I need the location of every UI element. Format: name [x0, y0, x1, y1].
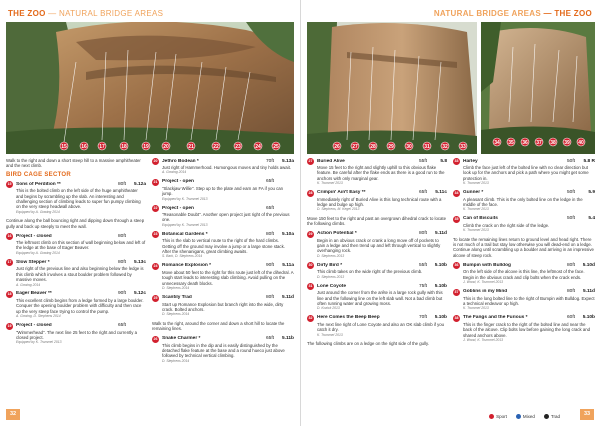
- route-description: This is the long bolted line to the right of Bumpin with Bulldog. Expect a technical endeavor up high.: [463, 295, 595, 306]
- route-grade: 5.13c: [133, 259, 146, 265]
- svg-text:39: 39: [564, 139, 570, 146]
- route-length: 75ft: [418, 283, 427, 289]
- amphitheater-photo-image: [6, 22, 294, 154]
- right-header-sub: — THE ZOO: [541, 9, 592, 18]
- route-length: 55ft: [418, 158, 427, 164]
- route-entry: [152, 231, 294, 259]
- route-list: [6, 233, 146, 345]
- route-number-badge: 21: [153, 179, 158, 184]
- route-number-badge: 27: [308, 159, 313, 163]
- route-number-badge: 28: [308, 190, 313, 195]
- route-first-ascent: Equipped by A. Gowing 2014: [16, 250, 60, 255]
- mixed-dot-icon: [516, 414, 521, 419]
- route-description: Climb the crack on the right side of the ledge.: [463, 222, 550, 228]
- svg-text:27: 27: [352, 143, 358, 150]
- route-description: On the left side of the alcove is this line, the leftmost of the face. Begin in the obvious crack and clip bolts when the crack ends.: [463, 269, 585, 280]
- route-number-badge: 37: [454, 289, 459, 294]
- route-header: [152, 179, 294, 186]
- svg-text:31: 31: [424, 143, 430, 150]
- svg-text:29: 29: [388, 143, 394, 150]
- route-marker: [60, 142, 68, 150]
- route-marker: [142, 142, 150, 150]
- sport-dot-icon: [489, 414, 494, 419]
- amphitheater-photo: [6, 22, 294, 154]
- route-number-badge: 20: [153, 159, 158, 163]
- route-description: The leftmost climb on this section of wall beginning below and left of the ledge at the base of Eager Beaver.: [16, 240, 146, 251]
- route-name: Action Potential *: [317, 231, 357, 237]
- route-grade: 5.11b: [281, 336, 294, 342]
- route-header: [307, 158, 447, 165]
- route-name: Gunner *: [463, 190, 484, 196]
- route-length: 80ft: [265, 295, 274, 300]
- route-grade: 5.13a: [281, 158, 294, 164]
- route-grade: 5.11a: [282, 263, 294, 269]
- route-description: Just around the corner from the arête is a large rock gully with this line and the following line on the left slab wall. Not a bad climb but often running water and growing moss.: [317, 290, 443, 306]
- route-header: [453, 216, 595, 223]
- route-header: [152, 231, 294, 238]
- route-first-ascent: K. Trummel 2013: [317, 332, 343, 337]
- route-header: [307, 262, 447, 269]
- route-marker: [254, 142, 262, 150]
- route-first-ascent: D. Stephens 2014: [162, 358, 190, 363]
- route-grade: 5.11d: [434, 231, 447, 237]
- route-list: [307, 231, 447, 337]
- route-description: This is the slab to vertical route to the right of the hard climbs. Getting off the ground may involve a jump or a large stone stack. After the shenanigans, great climbing awaits.: [162, 238, 285, 255]
- route-grade: 5.9: [588, 190, 595, 196]
- route-number-badge: 15: [7, 182, 12, 187]
- route-entry: [152, 295, 294, 317]
- svg-text:20: 20: [163, 143, 169, 150]
- route-number-badge: 25: [153, 295, 158, 300]
- svg-text:18: 18: [121, 143, 127, 150]
- route-name: Botanical Gardens *: [162, 231, 208, 237]
- route-marker: [577, 138, 585, 146]
- route-grade: 5.10d: [582, 262, 595, 268]
- route-name: Project - open: [162, 179, 194, 185]
- route-name: Romance Explosion *: [162, 263, 212, 269]
- route-number-badge: 34: [454, 190, 459, 195]
- route-name: Buried Alive: [317, 158, 345, 164]
- route-description: Move 15 feet to the right and slightly uphill to this obvious flake feature. Be careful after the flake ends as there is a good run to the anchors with only marginal gear.: [317, 165, 445, 181]
- left-column-2: [152, 158, 294, 367]
- page-number: 33: [580, 409, 594, 420]
- route-entry: [6, 323, 146, 345]
- svg-text:22: 22: [213, 143, 219, 150]
- wall-photo-left: [307, 22, 477, 154]
- route-entry: [152, 179, 294, 201]
- route-length: 50ft: [566, 216, 575, 222]
- route-first-ascent: K. Trummel 2013: [463, 306, 489, 311]
- route-description: This climb takes on the wide right of the previous climb.: [317, 269, 423, 275]
- route-grade: 5.12c: [133, 291, 146, 297]
- route-header: [6, 233, 146, 240]
- route-marker: [405, 142, 413, 150]
- route-length: 90ft: [265, 263, 274, 269]
- route-length: 50ft: [566, 158, 575, 164]
- route-grade: 5.10b: [434, 262, 447, 268]
- svg-text:40: 40: [578, 139, 584, 146]
- svg-text:26: 26: [334, 143, 340, 150]
- approach-text: Walk to the right, around the corner and down a short hill to locate the remaining lines.: [152, 320, 285, 332]
- route-header: [307, 283, 447, 290]
- route-marker: [535, 138, 543, 146]
- route-grade: 5.10b: [582, 315, 595, 321]
- route-length: 55ft: [418, 262, 427, 268]
- route-first-ascent: K. Trummel 2013: [463, 228, 489, 233]
- right-page: [300, 0, 600, 426]
- svg-text:21: 21: [188, 143, 194, 150]
- route-entry: [152, 205, 294, 227]
- route-name: Slow Stepper *: [16, 259, 50, 265]
- route-description: "Wimmerhead". The next line 25 feet to the right and currently a closed project.: [16, 329, 137, 340]
- route-name: Crimpin' Ain't Easy **: [317, 190, 366, 196]
- route-number-badge: 22: [153, 206, 158, 211]
- route-number-badge: 38: [454, 315, 459, 320]
- svg-text:17: 17: [99, 143, 105, 150]
- route-marker: [387, 142, 395, 150]
- left-header-sub: — NATURAL BRIDGE AREAS: [45, 9, 164, 18]
- route-header: [152, 158, 294, 165]
- route-description: "Slackjaw Willie". Step up to the plate and earn an FA if you can jump.: [162, 185, 284, 197]
- route-marker: [441, 142, 449, 150]
- route-marker: [549, 138, 557, 146]
- route-entry: [307, 262, 447, 279]
- route-number-badge: 29: [308, 231, 313, 236]
- route-name: The Fangs and the Furious *: [463, 315, 528, 321]
- route-entry: [6, 259, 146, 287]
- route-entry: [152, 158, 294, 175]
- route-name: Snake Charmer *: [162, 336, 201, 342]
- route-length: 80ft: [566, 289, 575, 294]
- route-description: "Reasonable Doubt". Another open project just right of the previous one.: [162, 212, 290, 223]
- route-first-ascent: J. Wood, K. Trummel 2013: [463, 280, 504, 285]
- route-name: Harley: [463, 158, 478, 164]
- legend-trad: [544, 414, 560, 419]
- route-entry: [453, 190, 595, 212]
- route-marker: [423, 142, 431, 150]
- route-header: [453, 190, 595, 197]
- route-entry: [6, 233, 146, 255]
- route-name: Project - closed: [16, 233, 52, 239]
- route-description: Climb the face just left of the bolted line with no clear direction but look up for the anchors and pick a path where you might get some protection in.: [463, 165, 589, 181]
- route-number-badge: 23: [153, 232, 158, 237]
- route-entry: [307, 158, 447, 186]
- route-marker: [187, 142, 195, 150]
- intro-text: Walk to the right and down a short steep hill to a massive amphitheater and the next climb.: [6, 158, 141, 169]
- route-description: The next line right of Lone Coyote and also an OK slab climb if you catch it dry.: [317, 321, 445, 333]
- route-marker: [521, 138, 529, 146]
- route-grade: 5.11c: [435, 190, 447, 196]
- legend-mixed: [516, 414, 535, 419]
- route-name: Bumpin with Bulldog: [463, 262, 511, 268]
- route-first-ascent: D. Kozick 2013: [317, 306, 340, 311]
- route-length: 65ft: [418, 190, 427, 196]
- route-length: 70ft: [265, 158, 274, 164]
- svg-text:28: 28: [370, 143, 376, 150]
- route-first-ascent: D. Stephens 2013: [317, 274, 345, 279]
- svg-text:33: 33: [460, 143, 466, 150]
- route-marker: [162, 142, 170, 150]
- route-description: Just right of Hammerhood. Humongous moves and tiny holds await.: [162, 165, 291, 170]
- route-header: [6, 291, 146, 298]
- route-first-ascent: Equipped by K. Trummel 2013: [16, 340, 62, 345]
- route-entry: [6, 181, 146, 214]
- route-marker: [507, 138, 515, 146]
- legend-sport-label: Sport: [496, 413, 507, 419]
- svg-text:24: 24: [255, 143, 261, 150]
- route-length: 70ft: [418, 315, 427, 321]
- route-entry: [307, 231, 447, 259]
- route-marker: [272, 142, 280, 150]
- route-style-legend: [489, 414, 560, 419]
- approach-text: To locate the remaining lines return to ground level and head right. There is not much of a trail but stay low otherwise you will dead-end on a ledge. Continue along until scrambling up a boulder and arriving in an impressive alcove of steep rock.: [453, 236, 594, 258]
- approach-text: Continue along the ball bouncing right and dipping down through a steep gully and back up steeply to meet the wall.: [6, 218, 145, 229]
- route-name: Here Comes the Beep Beep: [317, 315, 380, 321]
- left-page-header: [8, 9, 163, 18]
- route-first-ascent: K. Trummel 2013: [463, 207, 489, 212]
- route-list: [6, 181, 146, 214]
- route-name: Sons of Perdition **: [16, 181, 61, 187]
- route-header: [152, 295, 294, 302]
- route-header: [307, 315, 447, 322]
- route-marker: [234, 142, 242, 150]
- route-length: 65ft: [265, 336, 274, 342]
- route-list: [453, 262, 595, 342]
- route-grade: 5.8: [440, 158, 447, 164]
- svg-text:25: 25: [273, 143, 279, 150]
- route-number-badge: 17: [7, 260, 12, 265]
- route-length: 50ft: [566, 190, 575, 196]
- route-name: Can of Biscuits: [463, 216, 498, 222]
- route-length: 65ft: [265, 205, 274, 211]
- route-first-ascent: A. Gowing, D. Stephens 2014: [16, 314, 61, 319]
- route-length: 80ft: [418, 231, 427, 237]
- route-marker: [369, 142, 377, 150]
- route-marker: [98, 142, 106, 150]
- route-list: [152, 158, 294, 317]
- route-description: A pleasant climb. This is the only bolted line on the ledge in the middle of the face.: [463, 196, 583, 208]
- route-number-badge: 26: [153, 336, 158, 341]
- route-header: [453, 289, 595, 296]
- route-first-ascent: Equipped by A. Gowing 2014: [16, 209, 60, 214]
- route-number-badge: 35: [454, 216, 459, 221]
- route-marker: [120, 142, 128, 150]
- left-header-main: THE ZOO: [8, 9, 46, 18]
- route-first-ascent: K. Trummel 2013: [317, 181, 343, 186]
- route-entry: [453, 216, 595, 233]
- route-first-ascent: D. Stephens 2014: [162, 286, 190, 291]
- route-first-ascent: A. Gowing 2014: [16, 282, 41, 287]
- route-description: This climb begins in the dip and is easily distinguished by the detached flake feature at the base and a round hueco just above followed by technical vertical climbing.: [162, 342, 285, 359]
- right-column-2: [453, 158, 595, 346]
- right-page-header: [434, 9, 592, 18]
- route-entry: [152, 336, 294, 364]
- route-description: This is the bolted climb on the left side of the huge amphitheater and begins by scrambling up the slab. An interesting and challenging section of climbing leads to super fun pumpy climbing on the very steep headwall above.: [16, 188, 141, 210]
- route-length: 60ft: [566, 315, 575, 321]
- route-header: [6, 259, 146, 266]
- svg-text:23: 23: [235, 143, 241, 150]
- route-length: 65ft: [265, 179, 274, 185]
- route-grade: 5.4: [588, 216, 595, 222]
- route-entry: [453, 158, 595, 186]
- route-grade: 5.11d: [281, 295, 294, 300]
- route-header: [152, 205, 294, 212]
- route-first-ascent: J. Wood, K. Trummel 2013: [463, 337, 504, 342]
- route-number-badge: 16: [7, 234, 12, 239]
- route-entry: [307, 190, 447, 212]
- route-marker: [351, 142, 359, 150]
- route-first-ascent: K. Trummel 2013: [463, 181, 489, 186]
- route-first-ascent: A. Gowing 2014: [162, 170, 187, 175]
- route-entry: [453, 289, 595, 311]
- svg-text:34: 34: [494, 139, 500, 146]
- approach-text: Move 150 feet to the right and past an overgrown dihedral crack to locate the following climbs.: [307, 215, 447, 227]
- route-first-ascent: D. Stephens, M. Kegel 2013: [317, 207, 360, 212]
- route-marker: [80, 142, 88, 150]
- left-column-1: [6, 158, 146, 349]
- route-marker: [333, 142, 341, 150]
- route-grade: 5.10b: [434, 315, 447, 321]
- route-length: 80ft: [117, 181, 126, 187]
- route-grade: 5.12a: [133, 181, 146, 187]
- route-length: 65ft: [117, 323, 126, 329]
- route-length: 80ft: [117, 259, 126, 265]
- right-header-main: NATURAL BRIDGE AREAS: [433, 9, 541, 18]
- route-length: 80ft: [265, 231, 274, 237]
- route-number-badge: 36: [454, 263, 459, 268]
- route-first-ascent: Equipped by K. Trummel 2013: [162, 196, 208, 201]
- route-description: Move about 50 feet to the right for this route just left of the dihedral. A tough start leads to interesting slab climbing. Avoid pulling on the unnecessary death blocks.: [162, 269, 294, 286]
- route-header: [453, 158, 595, 165]
- route-entry: [453, 262, 595, 284]
- route-header: [152, 263, 294, 270]
- route-description: Begin in an obvious crack or crank a long move off of pockets to gain a ledge and then trend up and left through vertical to slightly overhanging rock.: [317, 237, 441, 254]
- svg-text:16: 16: [81, 143, 87, 150]
- svg-text:32: 32: [442, 143, 448, 150]
- route-description: Immediately right of Buried Alive is this long technical route with a ledge and bulge up high.: [317, 196, 442, 208]
- route-header: [6, 323, 146, 330]
- route-number-badge: 31: [308, 284, 313, 289]
- route-entry: [152, 263, 294, 291]
- route-number-badge: 32: [308, 315, 313, 320]
- route-name: Goblins in my Mind: [463, 289, 508, 294]
- route-header: [453, 315, 595, 322]
- route-entry: [453, 315, 595, 343]
- route-grade: 5.10b: [434, 283, 447, 289]
- route-header: [453, 262, 595, 269]
- route-header: [152, 336, 294, 343]
- wall-photo-right: [481, 22, 595, 154]
- route-grade: 5.10a: [281, 231, 294, 237]
- route-marker: [563, 138, 571, 146]
- route-number-badge: 24: [153, 263, 158, 268]
- route-marker: [493, 138, 501, 146]
- legend-trad-label: Trad: [550, 413, 560, 419]
- route-name: Lone Coyote: [317, 283, 347, 289]
- route-grade: 5.8 R: [583, 158, 595, 164]
- route-entry: [6, 291, 146, 319]
- route-entry: [307, 283, 447, 311]
- route-number-badge: 19: [7, 323, 12, 328]
- route-first-ascent: D. Stephens 2013: [317, 253, 345, 258]
- svg-text:37: 37: [536, 139, 542, 146]
- route-entry: [307, 315, 447, 337]
- route-name: Project - closed: [16, 323, 52, 329]
- route-name: Jethro Bodean *: [162, 158, 199, 164]
- trad-dot-icon: [544, 414, 549, 419]
- route-description: Just right of the previous line and also beginning below the ledge is this climb which involves a stout boulder problem followed by massive moves.: [16, 266, 144, 283]
- svg-text:36: 36: [522, 139, 528, 146]
- svg-text:19: 19: [143, 143, 149, 150]
- route-name: Scantily Trad: [162, 295, 192, 300]
- route-first-ascent: S. Bark, D. Stephens 2014: [162, 254, 203, 259]
- route-first-ascent: Equipped by K. Trummel 2013: [162, 222, 208, 227]
- route-name: Eager Beaver **: [16, 291, 52, 297]
- route-grade: 5.11d: [582, 289, 595, 294]
- route-header: [307, 190, 447, 197]
- route-name: Project - open: [162, 205, 194, 211]
- route-name: Dirty Bird *: [317, 262, 343, 268]
- svg-text:35: 35: [508, 139, 514, 146]
- sector-title: BIRD CAGE SECTOR: [6, 171, 72, 178]
- right-column-1: [307, 158, 447, 350]
- wall-photo-left-image: [307, 22, 477, 154]
- route-header: [6, 181, 146, 188]
- route-list: [152, 336, 294, 364]
- route-list: [307, 158, 447, 212]
- route-list: [453, 158, 595, 233]
- svg-text:38: 38: [550, 139, 556, 146]
- approach-text: The following climbs are on a ledge on the right side of the gully.: [307, 340, 429, 346]
- wall-photo-right-image: [481, 22, 595, 154]
- legend-sport: [489, 414, 507, 419]
- page-number: 32: [6, 409, 20, 420]
- route-marker: [212, 142, 220, 150]
- route-number-badge: 18: [7, 291, 12, 296]
- route-number-badge: 33: [454, 159, 459, 163]
- route-first-ascent: D. Stephens 2014: [162, 312, 190, 317]
- route-marker: [459, 142, 467, 150]
- route-number-badge: 30: [308, 263, 313, 268]
- route-description: Start up Romance Explosion but branch right into the wide, dirty crack. Bolted anchors.: [162, 301, 284, 312]
- svg-text:15: 15: [61, 143, 67, 150]
- legend-mixed-label: Mixed: [522, 413, 535, 419]
- route-description: This is the finger crack to the right of the bolted line and near the back of the alcove. Clip bolts low before gaining the long crack and shared anchors above.: [463, 321, 591, 338]
- route-header: [307, 231, 447, 238]
- route-length: 90ft: [117, 291, 126, 297]
- route-length: 80ft: [566, 262, 575, 268]
- route-length: 80ft: [117, 233, 126, 239]
- route-description: This excellent climb begins from a ledge formed by a large boulder. Conquer the opening boulder problem with difficulty and then race up the very steep face trying to control the pump.: [16, 297, 144, 314]
- svg-text:30: 30: [406, 143, 412, 150]
